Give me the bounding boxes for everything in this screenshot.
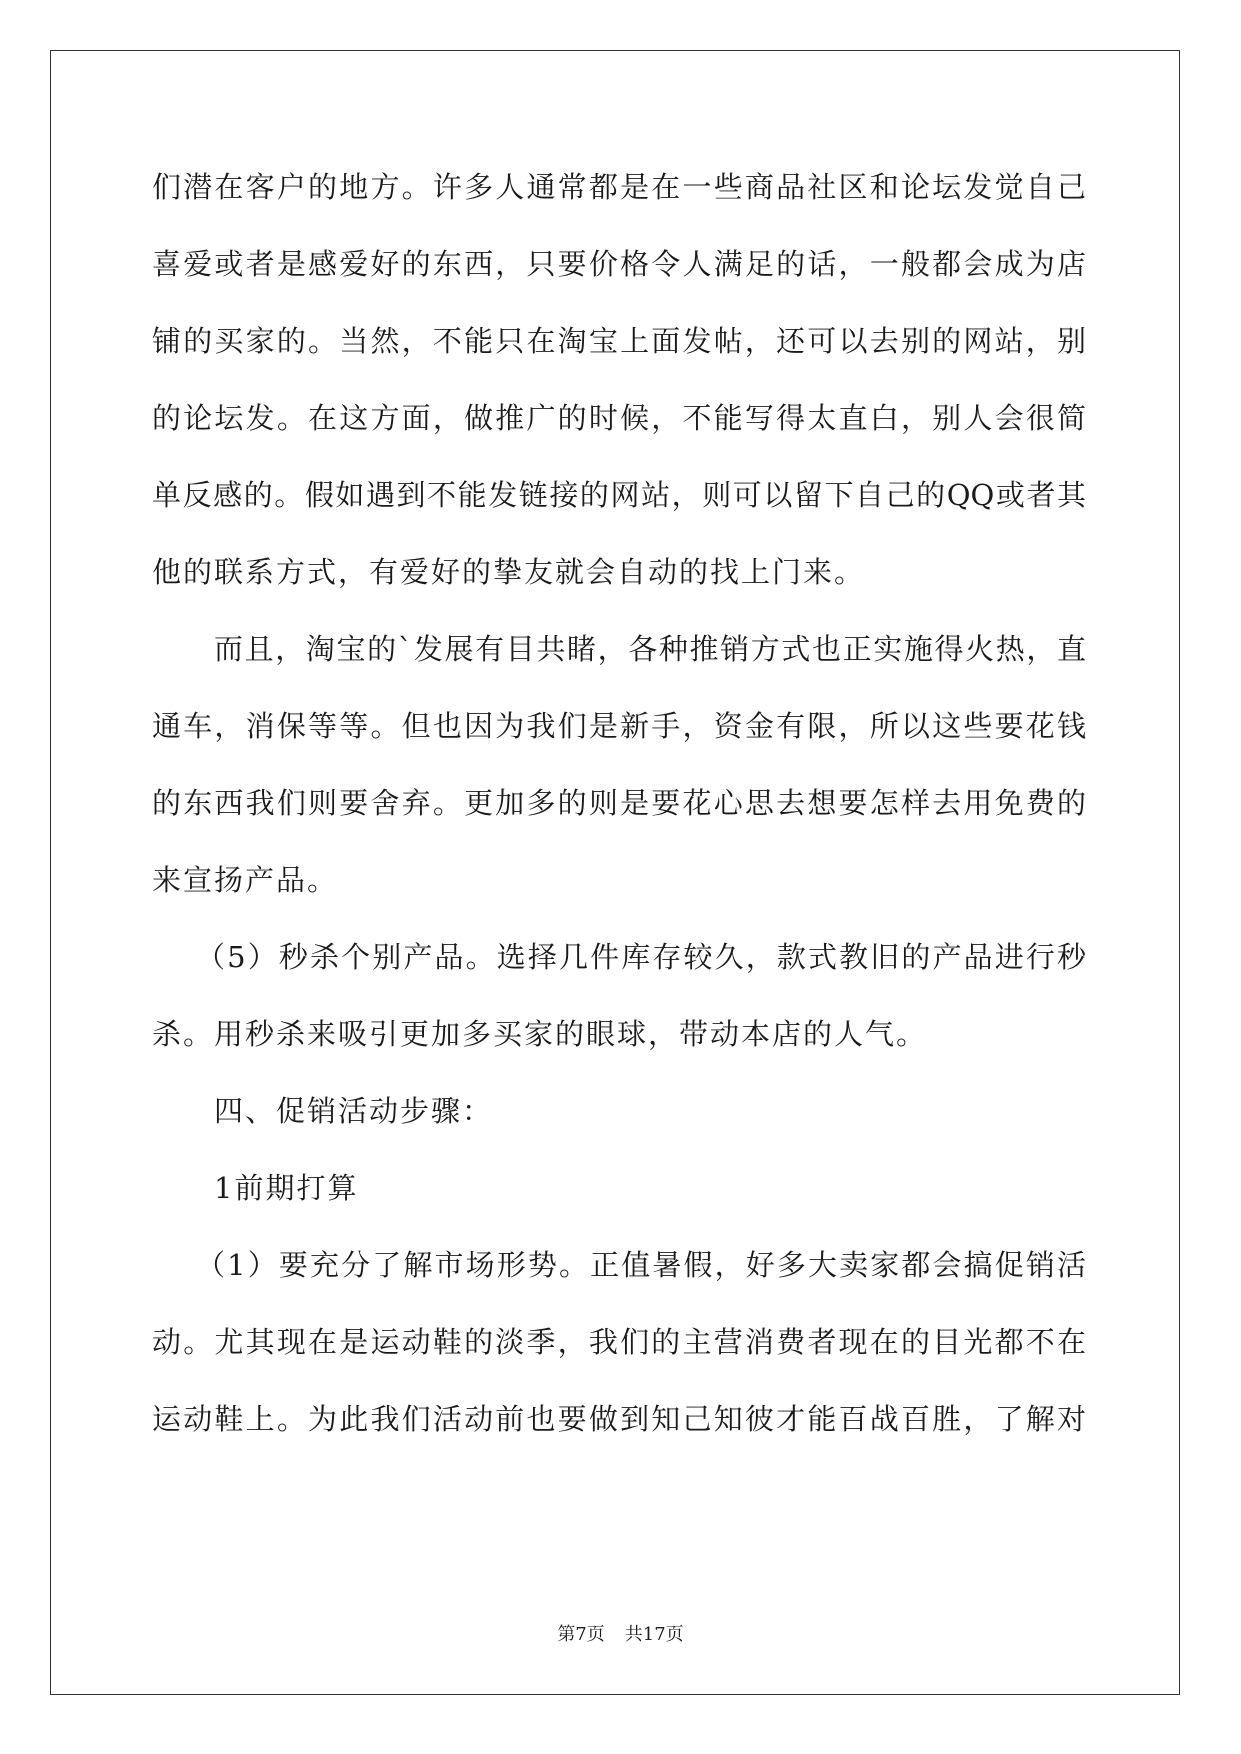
text-line: 通车，消保等等。但也因为我们是新手，资金有限，所以这些要花钱 (152, 709, 1086, 743)
text-line: 运动鞋上。为此我们活动前也要做到知己知彼才能百战百胜，了解对 (152, 1402, 1086, 1436)
text-line: 的论坛发。在这方面，做推广的时候，不能写得太直白，别人会很简 (152, 401, 1086, 435)
section-heading: 四、促销活动步骤： (214, 1094, 494, 1128)
text-line: 他的联系方式，有爱好的挚友就会自动的找上门来。 (152, 555, 866, 589)
text-line: 单反感的。假如遇到不能发链接的网站，则可以留下自己的QQ或者其 (152, 478, 1086, 512)
text-line: 杀。用秒杀来吸引更加多买家的眼球，带动本店的人气。 (152, 1017, 928, 1051)
text-line: 铺的买家的。当然，不能只在淘宝上面发帖，还可以去别的网站，别 (152, 324, 1086, 358)
list-item-first-line: （1）要充分了解市场形势。正值暑假，好多大卖家都会搞促销活 (196, 1248, 1086, 1282)
list-item-first-line: （5）秒杀个别产品。选择几件库存较久，款式教旧的产品进行秒 (196, 940, 1086, 974)
page-number-total: 共17页 (624, 1624, 684, 1645)
text-line: 喜爱或者是感爱好的东西，只要价格令人满足的话，一般都会成为店 (152, 247, 1086, 281)
paragraph-first-line: 而且，淘宝的`发展有目共睹，各种推销方式也正实施得火热，直 (214, 632, 1086, 666)
page-footer (0, 1620, 1241, 1646)
text-line: 的东西我们则要舍弃。更加多的则是要花心思去想要怎样去用免费的 (152, 786, 1086, 820)
text-line: 动。尤其现在是运动鞋的淡季，我们的主营消费者现在的目光都不在 (152, 1325, 1086, 1359)
subsection-heading: 1前期打算 (214, 1171, 359, 1205)
text-line: 们潜在客户的地方。许多人通常都是在一些商品社区和论坛发觉自己 (152, 170, 1086, 204)
document-body (152, 160, 1086, 1469)
text-line: 来宣扬产品。 (152, 863, 339, 897)
page-number-current: 第7页 (557, 1624, 605, 1645)
